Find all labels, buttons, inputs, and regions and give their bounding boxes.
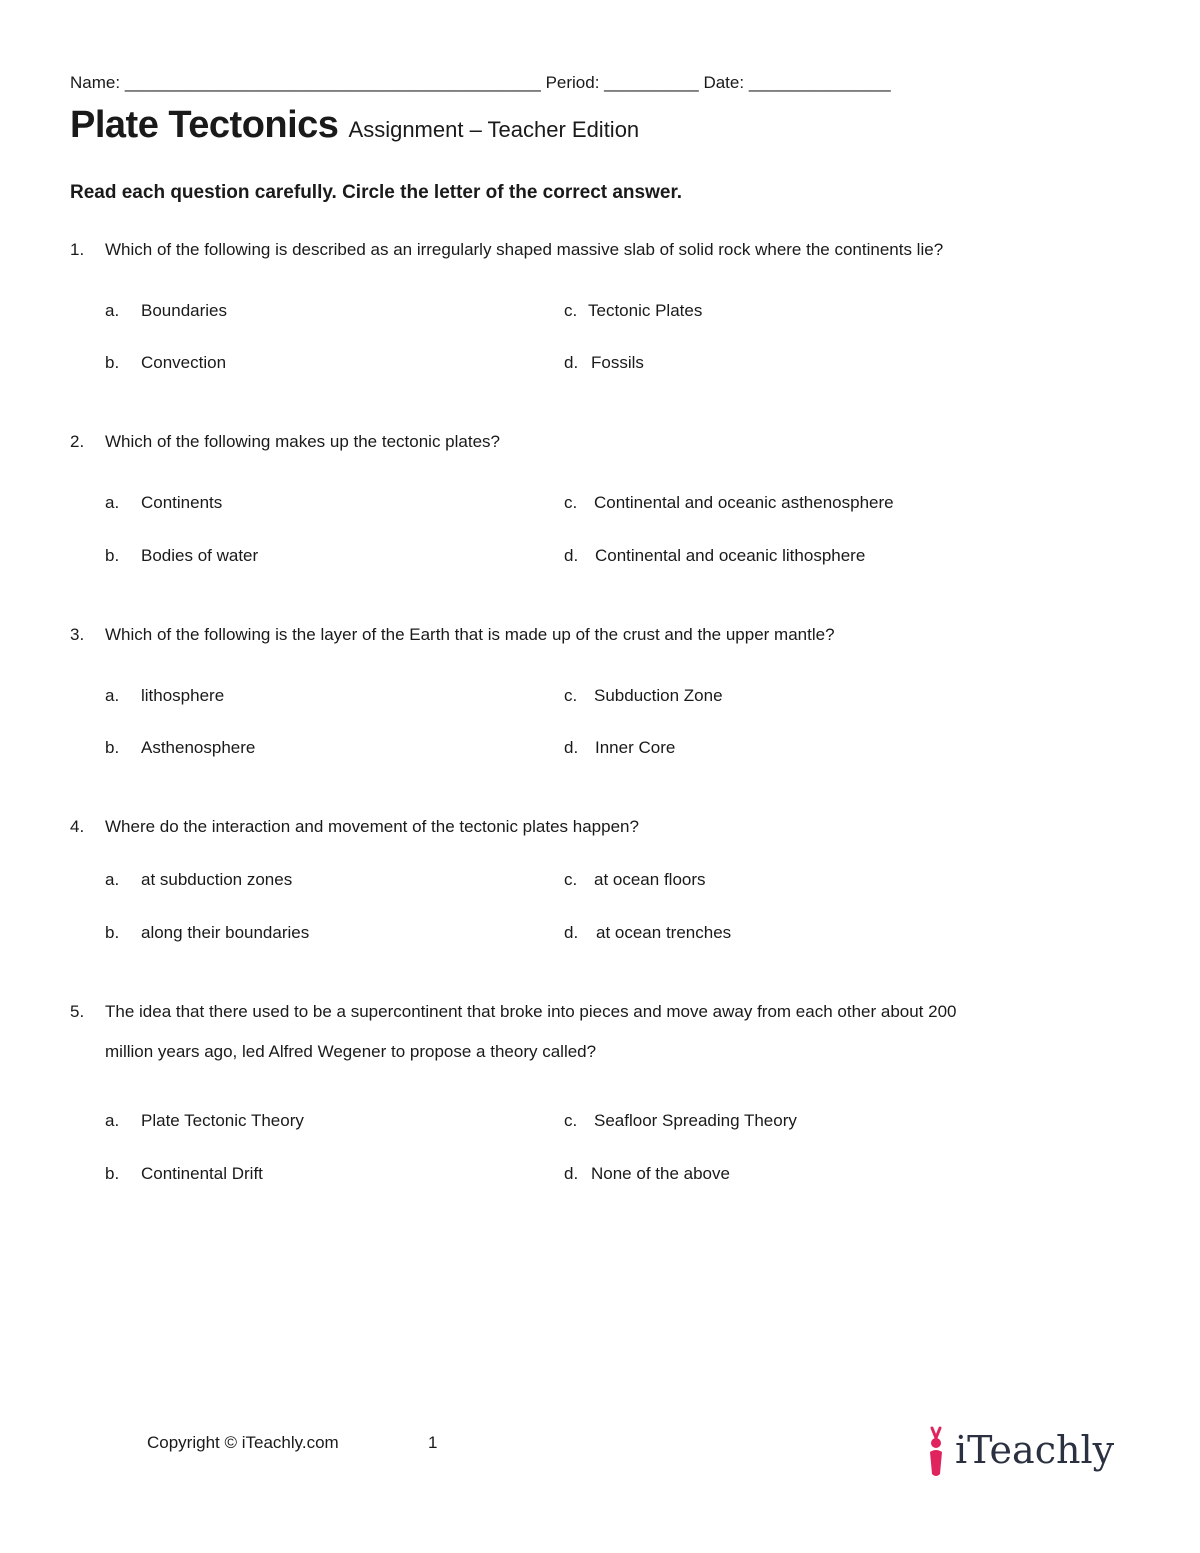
name-label: Name:	[70, 73, 121, 92]
question-text-continued: million years ago, led Alfred Wegener to propose a theory called?	[105, 1042, 597, 1061]
option-letter[interactable]: d.	[564, 1164, 579, 1183]
option-letter[interactable]: d.	[564, 923, 579, 942]
question-text: The idea that there used to be a supercontinent that broke into pieces and move away from each other about 200	[105, 1002, 957, 1021]
option-text: at ocean floors	[594, 870, 706, 889]
option-text: Inner Core	[595, 738, 676, 757]
option-letter[interactable]: a.	[105, 493, 120, 512]
student-info-line	[70, 73, 891, 93]
name-blank[interactable]: ____________________________________________	[124, 73, 541, 92]
option-text: along their boundaries	[141, 923, 310, 942]
logo-wordmark: iTeachly	[955, 1428, 1115, 1472]
question-number: 4.	[70, 817, 85, 836]
option-text: Tectonic Plates	[588, 301, 703, 320]
instructions: Read each question carefully. Circle the letter of the correct answer.	[70, 182, 683, 203]
option-letter[interactable]: b.	[105, 546, 120, 565]
option-text: Plate Tectonic Theory	[141, 1111, 304, 1130]
question-text: Which of the following is the layer of the Earth that is made up of the crust and the upper mantle?	[105, 625, 835, 644]
option-text: Continental and oceanic lithosphere	[595, 546, 866, 565]
option-text: Asthenosphere	[141, 738, 256, 757]
option-letter[interactable]: b.	[105, 1164, 120, 1183]
copyright-text: Copyright © iTeachly.com	[147, 1433, 339, 1452]
option-text: at ocean trenches	[596, 923, 732, 942]
page-number: 1	[428, 1433, 438, 1452]
option-letter[interactable]: c.	[564, 870, 578, 889]
question-text: Which of the following is described as an irregularly shaped massive slab of solid rock where the continents lie?	[105, 240, 944, 259]
option-letter[interactable]: a.	[105, 870, 120, 889]
option-text: None of the above	[591, 1164, 730, 1183]
option-letter[interactable]: b.	[105, 923, 120, 942]
period-blank[interactable]: __________	[604, 73, 699, 92]
iteachly-logo	[924, 1424, 1134, 1489]
period-label: Period:	[545, 73, 600, 92]
option-text: Continental and oceanic asthenosphere	[594, 493, 894, 512]
question-number: 5.	[70, 1002, 85, 1021]
option-letter[interactable]: c.	[564, 493, 578, 512]
date-label: Date:	[703, 73, 745, 92]
option-text: lithosphere	[141, 686, 225, 705]
question-text: Which of the following makes up the tectonic plates?	[105, 432, 500, 451]
option-letter[interactable]: b.	[105, 738, 120, 757]
pencil-figure-icon	[930, 1428, 942, 1476]
question-number: 3.	[70, 625, 85, 644]
option-letter[interactable]: c.	[564, 1111, 578, 1130]
option-letter[interactable]: c.	[564, 686, 578, 705]
option-text: Convection	[141, 353, 227, 372]
option-letter[interactable]: d.	[564, 353, 579, 372]
title-main: Plate Tectonics	[70, 104, 339, 146]
question-number: 2.	[70, 432, 85, 451]
option-letter[interactable]: a.	[105, 301, 120, 320]
title-sub: Assignment – Teacher Edition	[348, 117, 640, 142]
option-letter[interactable]: a.	[105, 1111, 120, 1130]
option-text: Fossils	[591, 353, 644, 372]
question-number: 1.	[70, 240, 85, 259]
option-letter[interactable]: a.	[105, 686, 120, 705]
option-text: at subduction zones	[141, 870, 293, 889]
option-letter[interactable]: d.	[564, 738, 579, 757]
option-letter[interactable]: d.	[564, 546, 579, 565]
option-text: Boundaries	[141, 301, 228, 320]
option-letter[interactable]: b.	[105, 353, 120, 372]
option-text: Subduction Zone	[594, 686, 723, 705]
option-text: Continents	[141, 493, 223, 512]
page-title	[70, 104, 639, 147]
option-text: Seafloor Spreading Theory	[594, 1111, 797, 1130]
option-text: Continental Drift	[141, 1164, 263, 1183]
date-blank[interactable]: _______________	[748, 73, 891, 92]
option-text: Bodies of water	[141, 546, 259, 565]
option-letter[interactable]: c.	[564, 301, 578, 320]
question-text: Where do the interaction and movement of the tectonic plates happen?	[105, 817, 639, 836]
